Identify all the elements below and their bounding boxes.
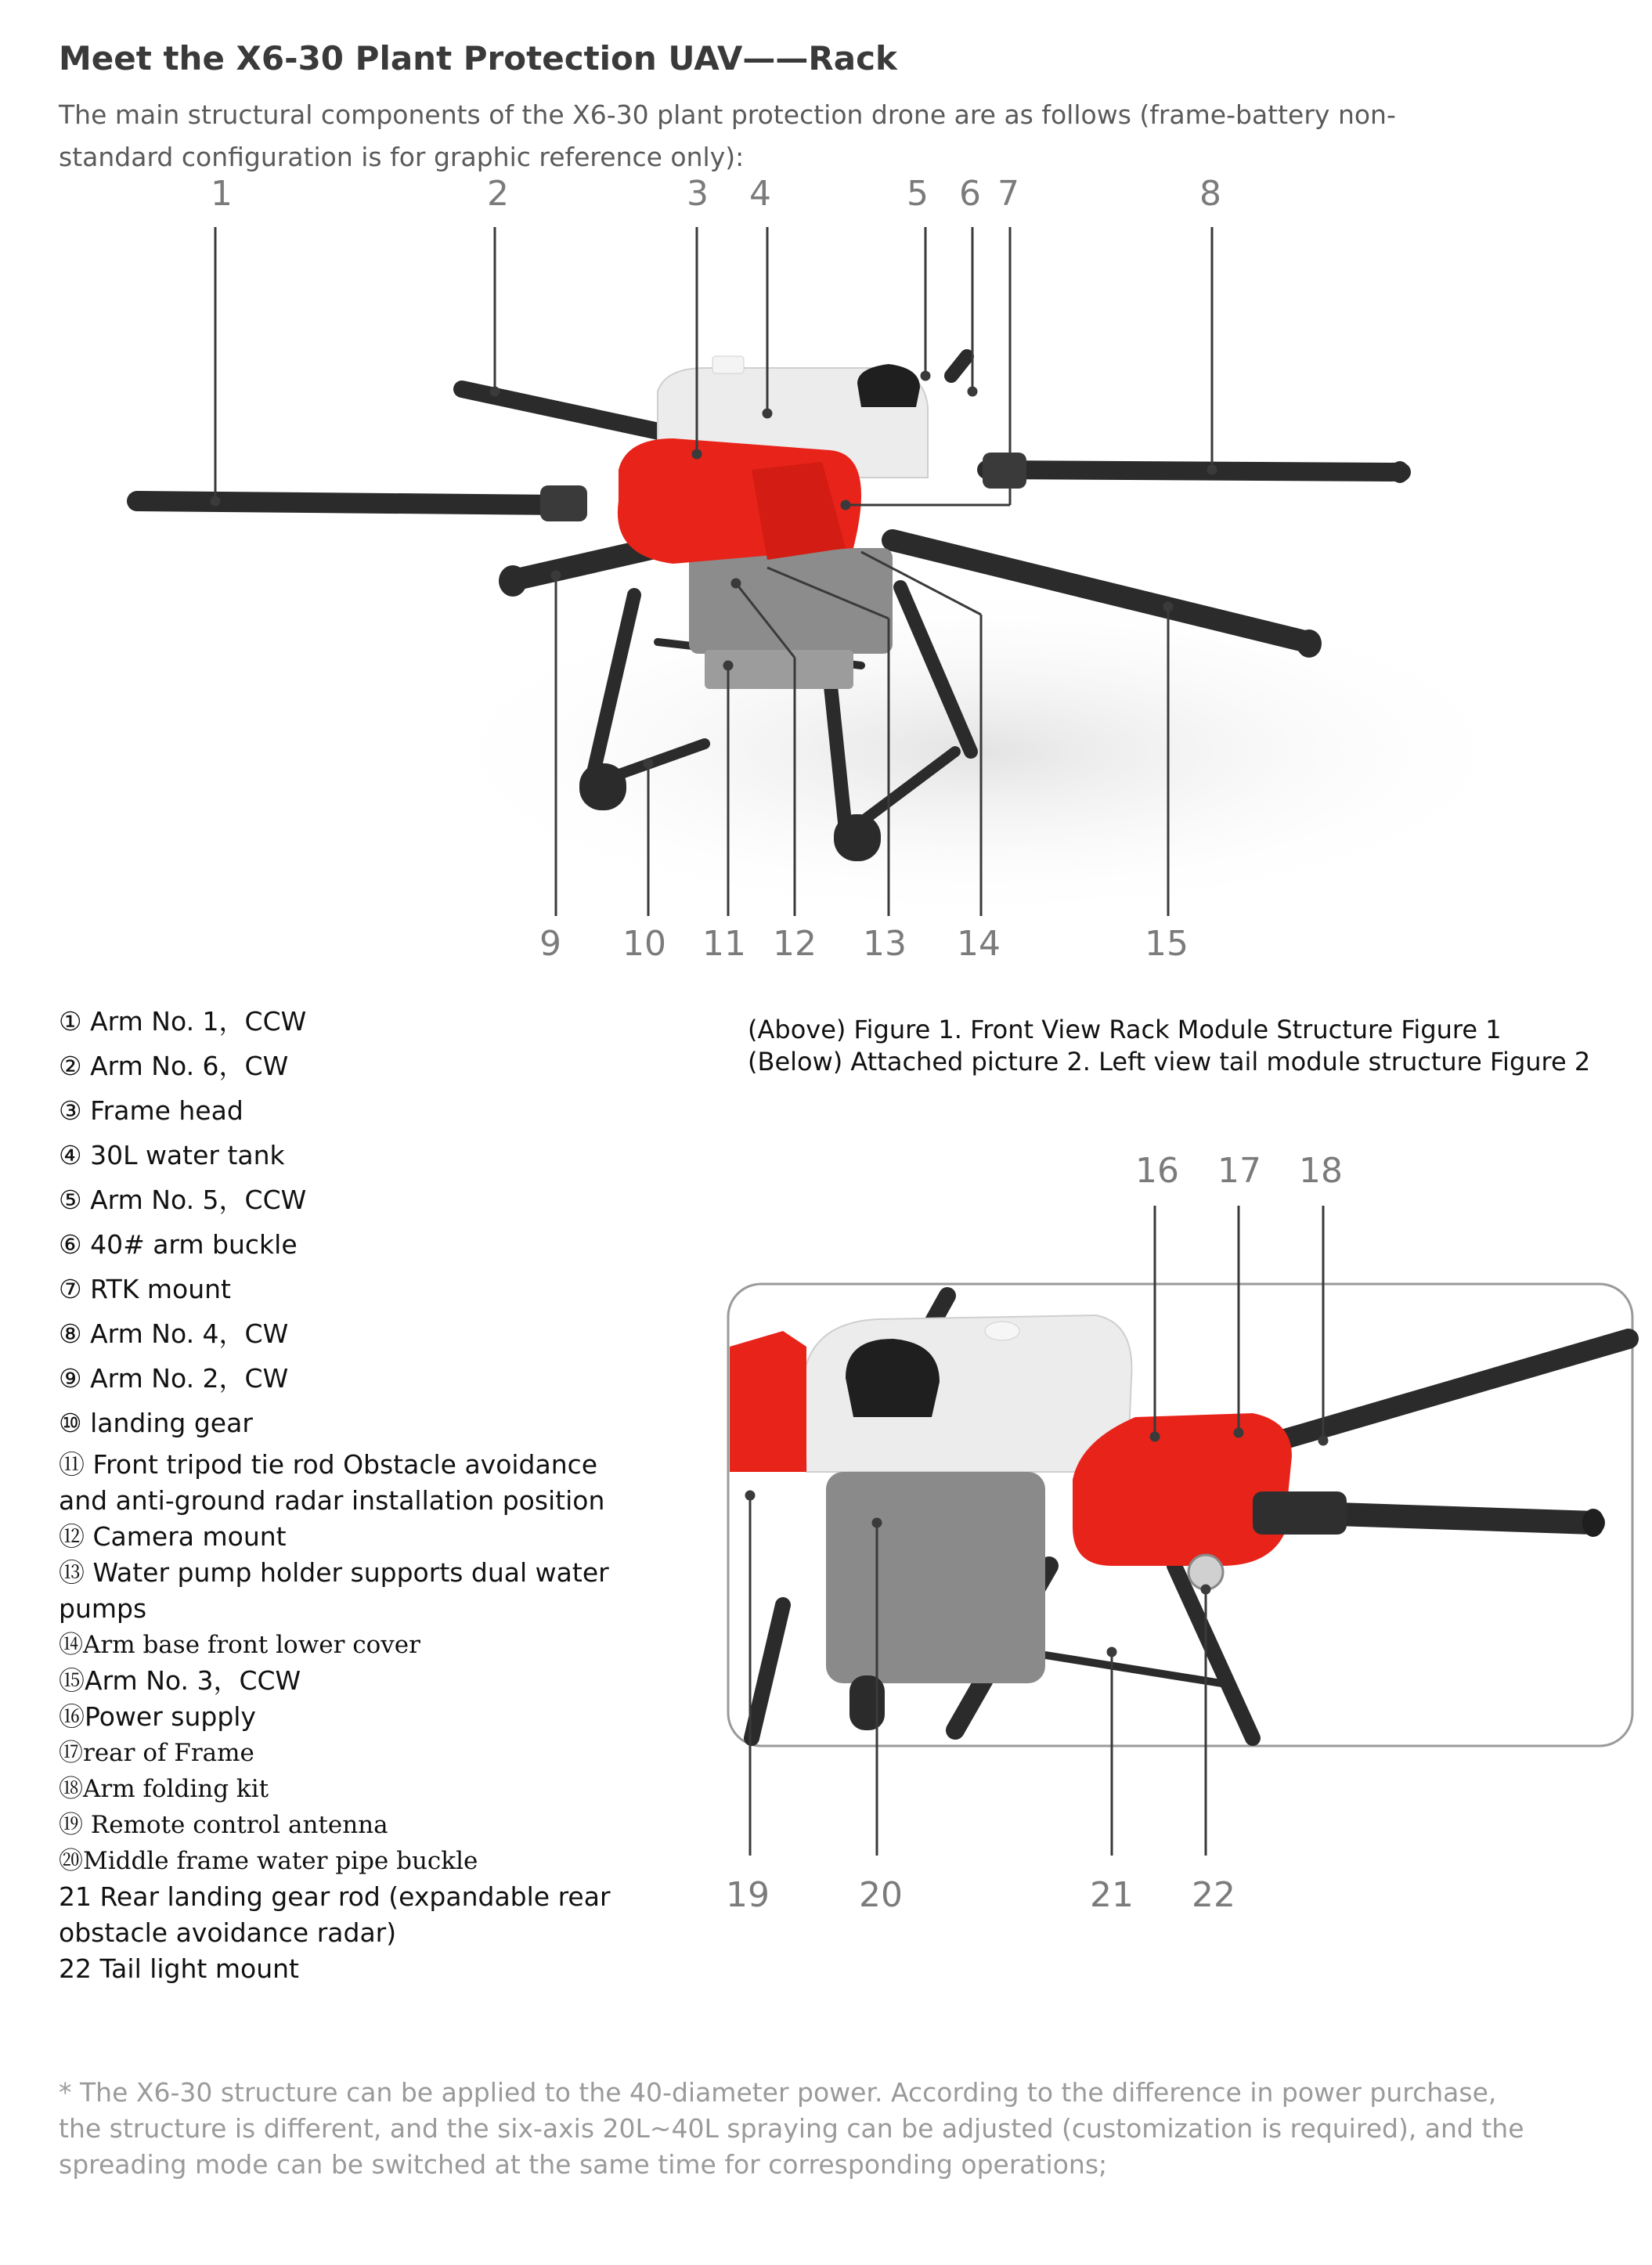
page-title: Meet the X6-30 Plant Protection UAV——Rack — [59, 39, 897, 78]
list-item: ⑦ RTK mount — [59, 1274, 231, 1304]
figure-2-tail-view — [728, 1284, 1632, 1746]
callout-number: 21 — [1090, 1875, 1134, 1915]
list-item: ⑪ Front tripod tie rod Obstacle avoidance and anti-ground radar installation position — [59, 1449, 605, 1516]
callout-number: 11 — [702, 924, 746, 964]
list-item: ① Arm No. 1，CCW — [59, 1006, 307, 1037]
figure-captions — [748, 1014, 1590, 1078]
callout-number: 18 — [1299, 1151, 1343, 1191]
callout-number: 16 — [1135, 1151, 1179, 1191]
list-item: 22 Tail light mount — [59, 1953, 299, 1984]
callout-number: 1 — [211, 174, 233, 214]
callout-number: 14 — [957, 924, 1001, 964]
callout-number: 15 — [1145, 924, 1189, 964]
list-item: ⑱Arm folding kit — [59, 1775, 269, 1803]
figure-1-front-view — [137, 356, 1542, 924]
list-item: ⑫ Camera mount — [59, 1521, 287, 1552]
callout-number: 19 — [726, 1875, 770, 1915]
callout-number: 6 — [959, 174, 981, 214]
list-item: ⑤ Arm No. 5，CCW — [59, 1185, 307, 1215]
callout-number: 3 — [687, 174, 709, 214]
list-item: ⑨ Arm No. 2，CW — [59, 1363, 289, 1394]
list-item: ④ 30L water tank — [59, 1140, 285, 1170]
callout-number: 17 — [1217, 1151, 1261, 1191]
intro-text: The main structural components of the X6-30 plant protection drone are as follows (frame-battery non-standard configuration is for graphic reference only): — [59, 99, 1396, 172]
list-item: 21 Rear landing gear rod (expandable rear obstacle avoidance radar) — [59, 1881, 611, 1948]
list-item: ⑥ 40# arm buckle — [59, 1229, 298, 1260]
callout-number: 9 — [539, 924, 561, 964]
callout-number: 4 — [749, 174, 771, 214]
list-item: ⑰rear of Frame — [59, 1739, 254, 1767]
list-item: ② Arm No. 6，CW — [59, 1051, 289, 1081]
callout-number: 8 — [1199, 174, 1221, 214]
list-item: ⑯Power supply — [59, 1701, 256, 1732]
callout-number: 13 — [863, 924, 907, 964]
list-item: ⑲ Remote control antenna — [59, 1811, 388, 1839]
callout-number: 22 — [1192, 1875, 1235, 1915]
callout-number: 7 — [997, 174, 1019, 214]
callout-number: 2 — [487, 174, 509, 214]
list-item: ⑩ landing gear — [59, 1408, 253, 1438]
caption-above: (Above) Figure 1. Front View Rack Module Structure Figure 1 — [748, 1015, 1502, 1044]
callout-number: 10 — [622, 924, 666, 964]
list-item: ③ Frame head — [59, 1095, 243, 1126]
callout-number: 20 — [859, 1875, 903, 1915]
callout-number: 5 — [907, 174, 929, 214]
list-item: ⑳Middle frame water pipe buckle — [59, 1847, 478, 1875]
list-item: ⑭Arm base front lower cover — [59, 1631, 420, 1659]
list-item: ⑮Arm No. 3，CCW — [59, 1665, 301, 1696]
footnote: * The X6-30 structure can be applied to the 40-diameter power. According to the difference in power purchase, the structure is different, and the six-axis 20L~40L spraying can be adjusted (customization is required), and the spreading mode can be switched at the same time for corresponding operations; — [59, 2077, 1524, 2180]
callout-number: 12 — [773, 924, 817, 964]
list-item: ⑧ Arm No. 4，CW — [59, 1318, 289, 1349]
caption-below: (Below) Attached picture 2. Left view tail module structure Figure 2 — [748, 1047, 1591, 1077]
list-item: ⑬ Water pump holder supports dual water pumps — [59, 1557, 609, 1624]
